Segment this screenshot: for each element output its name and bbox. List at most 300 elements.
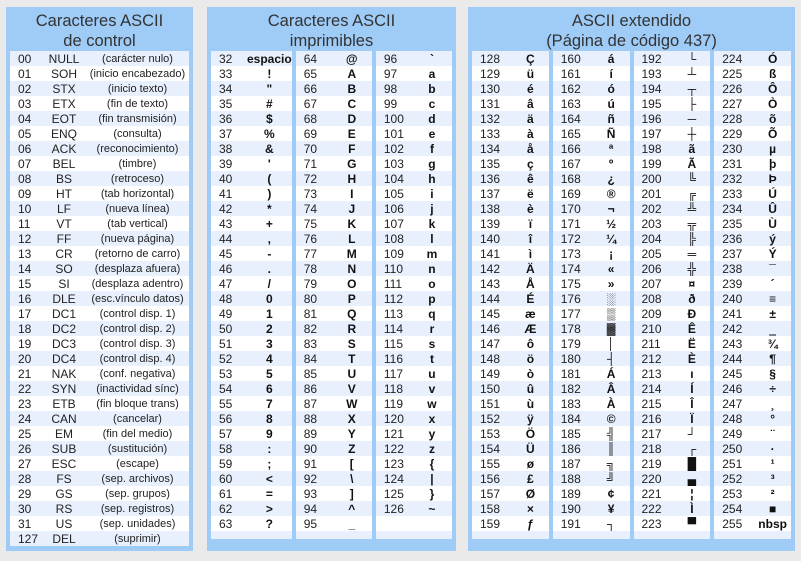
table-row: [634, 126, 711, 141]
table-row: [376, 441, 452, 456]
code-cell: 42: [219, 201, 233, 216]
code-cell: 01: [18, 66, 32, 81]
character-cell: ³: [770, 471, 775, 486]
code-cell: 137: [480, 186, 501, 201]
table-row: [634, 111, 711, 126]
table-row: [553, 501, 630, 516]
code-cell: 69: [303, 126, 318, 141]
table-row: [634, 276, 711, 291]
table-row: [211, 381, 292, 396]
name-cell: CR: [55, 246, 73, 261]
character-cell: ╠: [687, 231, 697, 246]
name-cell: VT: [56, 216, 72, 231]
code-cell: 88: [303, 411, 318, 426]
code-cell: 123: [383, 456, 404, 471]
character-cell: ¼: [606, 231, 617, 246]
table-row: [472, 486, 549, 501]
character-cell: I: [350, 186, 354, 201]
code-cell: 125: [383, 486, 404, 501]
table-row: [634, 501, 711, 516]
character-cell: ▀: [687, 516, 697, 531]
table-row: [10, 201, 189, 216]
table-row: [376, 51, 452, 66]
code-cell: 38: [219, 141, 233, 156]
table-row: [714, 411, 791, 426]
character-cell: ¥: [607, 501, 615, 516]
code-cell: 03: [18, 96, 32, 111]
name-cell: STX: [52, 81, 76, 96]
character-cell: ▓: [606, 321, 616, 336]
character-cell: K: [347, 216, 357, 231]
table-row: [10, 351, 189, 366]
code-cell: 28: [18, 471, 32, 486]
table-row: [211, 51, 292, 66]
table-row: [376, 291, 452, 306]
character-cell: .: [267, 261, 272, 276]
code-cell: 196: [641, 111, 662, 126]
code-cell: 207: [641, 276, 662, 291]
code-cell: 178: [560, 321, 581, 336]
code-cell: 58: [219, 441, 233, 456]
panel-title: [207, 7, 456, 51]
character-cell: ì: [528, 246, 533, 261]
character-cell: S: [347, 336, 356, 351]
table-row: [553, 261, 630, 276]
table-row: [296, 291, 372, 306]
description-cell: (fin del medio): [102, 427, 173, 440]
table-row: [296, 66, 372, 81]
code-cell: 200: [641, 171, 662, 186]
table-row: [376, 66, 452, 81]
table-row: [634, 381, 711, 396]
table-row: [296, 396, 372, 411]
code-cell: 245: [722, 366, 743, 381]
code-cell: 216: [641, 411, 662, 426]
table-row: [714, 201, 791, 216]
character-cell: nbsp: [758, 516, 787, 531]
table-row: [553, 396, 630, 411]
description-cell: (esc.vínculo datos): [91, 292, 184, 305]
table-row: [472, 246, 549, 261]
code-cell: 255: [722, 516, 743, 531]
code-cell: 231: [722, 156, 743, 171]
table-row: [376, 306, 452, 321]
name-cell: LF: [56, 201, 71, 216]
table-row: [553, 456, 630, 471]
code-cell: 246: [722, 381, 743, 396]
description-cell: (retorno de carro): [94, 247, 181, 260]
name-cell: SO: [55, 261, 73, 276]
character-cell: z: [428, 441, 435, 456]
character-cell: +: [265, 216, 273, 231]
code-cell: 162: [560, 81, 581, 96]
code-cell: 95: [303, 516, 318, 531]
code-cell: 237: [722, 246, 743, 261]
code-cell: 49: [219, 306, 233, 321]
table-column: [634, 51, 711, 539]
table-row: [10, 156, 189, 171]
character-cell: r: [429, 321, 435, 336]
character-cell: }: [429, 486, 435, 501]
character-cell: á: [607, 51, 615, 66]
character-cell: Î: [690, 396, 694, 411]
code-cell: 39: [219, 156, 233, 171]
code-cell: 183: [560, 396, 581, 411]
table-row: [211, 471, 292, 486]
character-cell: N: [347, 261, 357, 276]
table-row: [714, 276, 791, 291]
name-cell: DC1: [51, 306, 76, 321]
code-cell: 108: [383, 231, 404, 246]
code-cell: 46: [219, 261, 233, 276]
character-cell: 0: [266, 291, 273, 306]
character-cell: »: [607, 276, 615, 291]
code-cell: 25: [18, 426, 32, 441]
table-row: [296, 246, 372, 261]
table-row: [296, 276, 372, 291]
table-row: [211, 411, 292, 426]
description-cell: (timbre): [118, 157, 157, 170]
code-cell: 229: [722, 126, 743, 141]
code-cell: 29: [18, 486, 32, 501]
table-row: [714, 141, 791, 156]
name-cell: ETB: [52, 396, 76, 411]
code-cell: 44: [219, 231, 233, 246]
code-cell: 249: [722, 426, 743, 441]
character-cell: U: [347, 366, 357, 381]
character-cell: Ì: [690, 501, 694, 516]
code-cell: 04: [18, 111, 32, 126]
table-row: [634, 486, 711, 501]
description-cell: (tab vertical): [107, 217, 168, 230]
character-cell: 7: [266, 396, 273, 411]
table-row: [553, 141, 630, 156]
code-cell: 98: [383, 81, 398, 96]
code-cell: 23: [18, 396, 32, 411]
code-cell: 148: [480, 351, 501, 366]
table-row: [553, 336, 630, 351]
table-row: [472, 276, 549, 291]
character-cell: ö: [526, 351, 535, 366]
table-row: [296, 201, 372, 216]
code-cell: 171: [560, 216, 581, 231]
character-cell: ú: [607, 96, 615, 111]
code-cell: 72: [303, 171, 318, 186]
character-cell: ╣: [606, 426, 616, 441]
table-row: [472, 351, 549, 366]
code-cell: 10: [18, 201, 32, 216]
table-row: [553, 156, 630, 171]
character-cell: ╔: [687, 186, 697, 201]
code-cell: 90: [303, 441, 318, 456]
character-cell: B: [347, 81, 357, 96]
title-line-1: Caracteres ASCII: [35, 12, 164, 30]
table-row: [634, 306, 711, 321]
code-cell: 55: [219, 396, 233, 411]
description-cell: (sep. archivos): [101, 472, 174, 485]
code-cell: 48: [219, 291, 233, 306]
character-cell: §: [769, 366, 776, 381]
code-cell: 248: [722, 411, 743, 426]
character-cell: Â: [606, 381, 616, 396]
name-cell: BS: [55, 171, 72, 186]
code-cell: 118: [383, 381, 403, 396]
table-row: [376, 171, 452, 186]
code-cell: 176: [560, 291, 581, 306]
name-cell: ENQ: [50, 126, 77, 141]
character-cell: s: [428, 336, 436, 351]
table-row: [553, 96, 630, 111]
character-cell: ¾: [767, 336, 778, 351]
table-row: [634, 186, 711, 201]
table-row: [296, 126, 372, 141]
character-cell: 3: [266, 336, 273, 351]
table-row: [714, 81, 791, 96]
character-cell: #: [266, 96, 273, 111]
code-cell: 110: [383, 261, 403, 276]
name-cell: DEL: [52, 531, 76, 546]
character-cell: à: [527, 126, 534, 141]
table-row: [211, 171, 292, 186]
code-cell: 188: [560, 471, 581, 486]
table-row: [553, 351, 630, 366]
title-line-2: imprimibles: [289, 32, 374, 50]
table-row: [553, 426, 630, 441]
character-cell: y: [428, 426, 436, 441]
table-row: [211, 216, 292, 231]
code-cell: 197: [641, 126, 662, 141]
code-cell: 14: [18, 261, 32, 276]
character-cell: ░: [606, 291, 616, 306]
character-cell: ▒: [606, 306, 616, 321]
code-cell: 75: [303, 216, 318, 231]
character-cell: £: [527, 471, 534, 486]
code-cell: 204: [641, 231, 662, 246]
code-cell: 147: [480, 336, 501, 351]
code-cell: 150: [480, 381, 501, 396]
table-row: [472, 306, 549, 321]
code-cell: 238: [722, 261, 743, 276]
description-cell: (tab horizontal): [100, 187, 175, 200]
table-row: [376, 411, 452, 426]
code-cell: 64: [303, 51, 318, 66]
table-row: [211, 186, 292, 201]
character-cell: Ö: [525, 426, 536, 441]
character-cell: Ã: [687, 156, 697, 171]
table-row: [634, 321, 711, 336]
table-row: [553, 411, 630, 426]
table-row: [714, 321, 791, 336]
code-cell: 120: [383, 411, 404, 426]
table-row: [296, 426, 372, 441]
code-cell: 242: [722, 321, 743, 336]
character-cell: u: [428, 366, 436, 381]
code-cell: 11: [18, 216, 31, 231]
table-row: [211, 66, 292, 81]
table-row: [714, 441, 791, 456]
code-cell: 134: [480, 141, 501, 156]
character-cell: m: [426, 246, 438, 261]
character-cell: ø: [526, 456, 535, 471]
code-cell: 37: [219, 126, 233, 141]
code-cell: 100: [383, 111, 404, 126]
code-cell: 209: [641, 306, 662, 321]
character-cell: |: [430, 471, 434, 486]
name-cell: HT: [56, 186, 72, 201]
character-cell: V: [347, 381, 356, 396]
character-cell: ;: [267, 456, 272, 471]
name-cell: BEL: [52, 156, 76, 171]
table-row: [296, 186, 372, 201]
code-cell: 252: [722, 471, 743, 486]
table-row: [553, 51, 630, 66]
code-cell: 233: [722, 186, 743, 201]
table-row: [10, 66, 189, 81]
character-cell: è: [527, 201, 534, 216]
code-cell: 143: [480, 276, 501, 291]
code-cell: 113: [383, 306, 403, 321]
table-row: [634, 396, 711, 411]
table-row: [714, 261, 791, 276]
code-cell: 17: [18, 306, 32, 321]
printable-table: [207, 51, 456, 543]
table-row: [296, 366, 372, 381]
character-cell: `: [429, 51, 434, 66]
code-cell: 139: [480, 216, 501, 231]
character-cell: ─: [687, 111, 697, 126]
table-column: [553, 51, 630, 539]
character-cell: T: [348, 351, 356, 366]
code-cell: 19: [18, 336, 32, 351]
code-cell: 142: [480, 261, 501, 276]
code-cell: 20: [18, 351, 32, 366]
character-cell: °: [770, 411, 776, 426]
code-cell: 116: [383, 351, 403, 366]
table-row: [553, 66, 630, 81]
code-cell: 194: [641, 81, 662, 96]
code-cell: 136: [480, 171, 501, 186]
character-cell: Ç: [526, 51, 535, 66]
character-cell: Y: [347, 426, 356, 441]
code-cell: 198: [641, 141, 662, 156]
code-cell: 86: [303, 381, 318, 396]
character-cell: M: [346, 246, 357, 261]
table-row: [211, 441, 292, 456]
table-row: [211, 291, 292, 306]
code-cell: 15: [18, 276, 32, 291]
character-cell: µ: [769, 141, 777, 156]
description-cell: (conf. negativa): [99, 367, 176, 380]
character-cell: ©: [606, 411, 616, 426]
description-cell: (desplaza adentro): [91, 277, 184, 290]
code-cell: 192: [641, 51, 662, 66]
table-row: [211, 456, 292, 471]
table-row: [714, 186, 791, 201]
table-row: [472, 216, 549, 231]
table-row: [376, 96, 452, 111]
code-cell: 31: [18, 516, 32, 531]
code-cell: 240: [722, 291, 743, 306]
table-row: [634, 171, 711, 186]
table-row: [10, 411, 189, 426]
table-row: [296, 381, 372, 396]
code-cell: 239: [722, 276, 743, 291]
table-row: [376, 321, 452, 336]
character-cell: h: [428, 171, 436, 186]
extended-table: [468, 51, 795, 543]
panel-title: [6, 7, 193, 51]
code-cell: 202: [641, 201, 662, 216]
table-row: [634, 81, 711, 96]
code-cell: 158: [480, 501, 501, 516]
code-cell: 122: [383, 441, 404, 456]
table-row: [376, 81, 452, 96]
character-cell: _: [348, 516, 356, 531]
table-row: [10, 426, 189, 441]
table-row: [296, 231, 372, 246]
code-cell: 221: [641, 486, 662, 501]
code-cell: 234: [722, 201, 743, 216]
character-cell: ¤: [688, 276, 696, 291]
code-cell: 76: [303, 231, 318, 246]
code-cell: 224: [722, 51, 743, 66]
table-row: [211, 201, 292, 216]
table-row: [634, 141, 711, 156]
code-cell: 203: [641, 216, 662, 231]
character-cell: x: [428, 411, 436, 426]
table-row: [553, 471, 630, 486]
character-cell: ®: [606, 186, 616, 201]
code-cell: 117: [383, 366, 403, 381]
character-cell: Ü: [526, 441, 535, 456]
code-cell: 96: [383, 51, 398, 66]
table-row: [634, 96, 711, 111]
description-cell: (fin transmisión): [98, 112, 177, 125]
code-cell: 43: [219, 216, 233, 231]
code-cell: 217: [641, 426, 662, 441]
character-cell: Ê: [687, 321, 696, 336]
name-cell: CAN: [51, 411, 77, 426]
code-cell: 243: [722, 336, 743, 351]
table-row: [211, 141, 292, 156]
table-row: [634, 201, 711, 216]
character-cell: Å: [526, 276, 535, 291]
description-cell: (sep. grupos): [105, 487, 170, 500]
code-cell: 160: [560, 51, 581, 66]
table-row: [296, 471, 372, 486]
table-row: [714, 171, 791, 186]
character-cell: j: [430, 201, 434, 216]
code-cell: 235: [722, 216, 743, 231]
table-row: [634, 66, 711, 81]
character-cell: ): [267, 186, 272, 201]
table-row: [296, 81, 372, 96]
code-cell: 02: [18, 81, 32, 96]
character-cell: ╝: [606, 471, 616, 486]
character-cell: Ý: [768, 246, 777, 261]
table-row: [10, 51, 189, 66]
code-cell: 22: [18, 381, 32, 396]
character-cell: ¿: [607, 171, 615, 186]
character-cell: ä: [527, 111, 534, 126]
character-cell: e: [428, 126, 436, 141]
character-cell: ║: [606, 441, 616, 456]
table-row: [376, 126, 452, 141]
code-cell: 33: [219, 66, 233, 81]
character-cell: Ð: [687, 306, 697, 321]
character-cell: E: [347, 126, 356, 141]
character-cell: ê: [527, 171, 534, 186]
